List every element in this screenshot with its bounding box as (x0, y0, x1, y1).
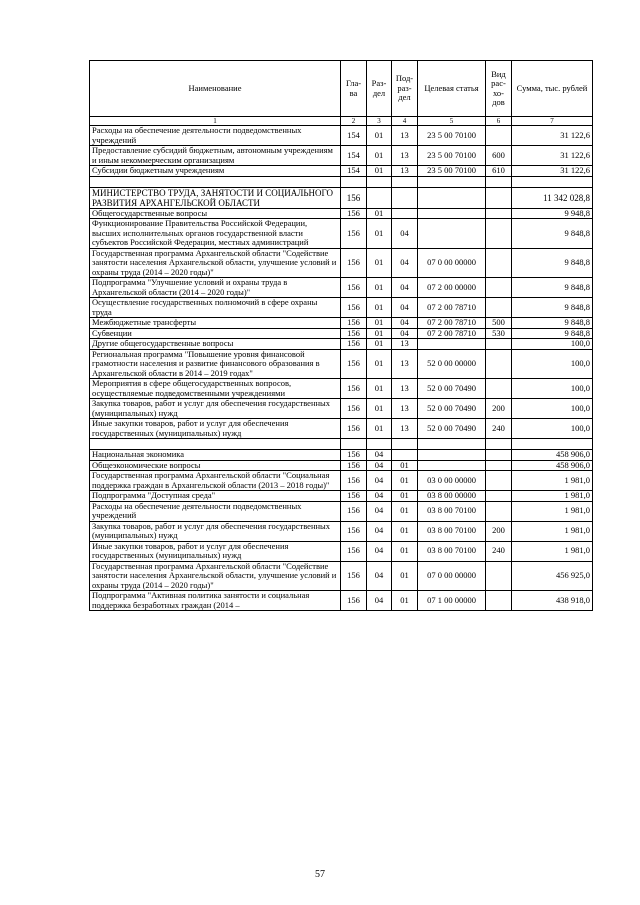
cell-name: Общегосударственные вопросы (90, 208, 341, 219)
cell-glava: 156 (341, 298, 367, 318)
cell-podrazdel: 01 (392, 521, 418, 541)
cell-podrazdel: 04 (392, 278, 418, 298)
cell-glava: 154 (341, 126, 367, 146)
cell-vid (486, 187, 512, 208)
cell-name: Общеэкономические вопросы (90, 460, 341, 471)
cell-name: Иные закупки товаров, работ и услуг для обеспечения государственных (муниципальных) нужд (90, 541, 341, 561)
cell-razdel: 01 (367, 339, 392, 350)
table-row (90, 491, 593, 502)
table-row (90, 379, 593, 399)
cell-glava (341, 439, 367, 450)
cell-name: МИНИСТЕРСТВО ТРУДА, ЗАНЯТОСТИ И СОЦИАЛЬНОГО РАЗВИТИЯ АРХАНГЕЛЬСКОЙ ОБЛАСТИ (90, 187, 341, 208)
cell-summa (512, 176, 593, 187)
cell-vid: 240 (486, 541, 512, 561)
cell-podrazdel: 04 (392, 328, 418, 339)
cell-summa: 458 906,0 (512, 460, 593, 471)
cell-statya: 07 0 00 00000 (418, 248, 486, 278)
cell-name: Подпрограмма "Доступная среда" (90, 491, 341, 502)
cell-glava: 156 (341, 339, 367, 350)
cell-podrazdel: 01 (392, 591, 418, 611)
cell-podrazdel: 04 (392, 248, 418, 278)
cell-razdel: 01 (367, 146, 392, 166)
header-number: 4 (392, 117, 418, 126)
table-row (90, 219, 593, 249)
table-row (90, 419, 593, 439)
cell-podrazdel: 01 (392, 491, 418, 502)
cell-name: Субвенции (90, 328, 341, 339)
cell-name: Расходы на обеспечение деятельности подведомственных учреждений (90, 126, 341, 146)
header-statya: Целевая статья (418, 61, 486, 117)
cell-vid (486, 176, 512, 187)
cell-podrazdel: 13 (392, 419, 418, 439)
cell-summa: 1 981,0 (512, 501, 593, 521)
table-row (90, 460, 593, 471)
cell-summa: 438 918,0 (512, 591, 593, 611)
cell-name: Другие общегосударственные вопросы (90, 339, 341, 350)
cell-name (90, 439, 341, 450)
cell-podrazdel: 13 (392, 146, 418, 166)
cell-podrazdel: 01 (392, 471, 418, 491)
cell-name: Закупка товаров, работ и услуг для обеспечения государственных (муниципальных) нужд (90, 399, 341, 419)
cell-statya (418, 219, 486, 249)
cell-podrazdel: 04 (392, 219, 418, 249)
cell-vid: 600 (486, 146, 512, 166)
cell-name: Функционирование Правительства Российской Федерации, высших исполнительных органов государственной власти субъектов Российской Федерации, местных администраций (90, 219, 341, 249)
cell-razdel: 04 (367, 471, 392, 491)
cell-name: Предоставление субсидий бюджетным, автономным учреждениям и иным некоммерческим организациям (90, 146, 341, 166)
cell-razdel: 01 (367, 126, 392, 146)
cell-vid: 610 (486, 166, 512, 177)
cell-statya: 03 0 00 00000 (418, 471, 486, 491)
cell-podrazdel: 01 (392, 561, 418, 591)
cell-podrazdel: 01 (392, 541, 418, 561)
cell-vid (486, 349, 512, 379)
cell-statya: 03 8 00 70100 (418, 501, 486, 521)
cell-razdel (367, 176, 392, 187)
cell-glava: 156 (341, 399, 367, 419)
cell-name: Межбюджетные трансферты (90, 318, 341, 329)
cell-glava: 156 (341, 248, 367, 278)
cell-statya: 03 8 00 70100 (418, 541, 486, 561)
cell-summa: 100,0 (512, 399, 593, 419)
cell-glava: 156 (341, 208, 367, 219)
header-row (90, 61, 593, 117)
cell-vid (486, 491, 512, 502)
cell-razdel: 04 (367, 501, 392, 521)
cell-statya: 52 0 00 00000 (418, 349, 486, 379)
cell-name: Государственная программа Архангельской области "Содействие занятости населения Архангельской области, улучшение условий и охраны труда (2014 – 2020 годы)" (90, 248, 341, 278)
cell-razdel: 04 (367, 561, 392, 591)
cell-razdel: 04 (367, 541, 392, 561)
header-name: Наименование (90, 61, 341, 117)
cell-statya: 07 2 00 00000 (418, 278, 486, 298)
cell-name: Региональная программа "Повышение уровня финансовой грамотности населения и развитие финансового образования в Архангельской области в 2014 – 2019 годах" (90, 349, 341, 379)
cell-statya: 07 1 00 00000 (418, 591, 486, 611)
cell-summa: 1 981,0 (512, 541, 593, 561)
table-row (90, 501, 593, 521)
cell-podrazdel: 13 (392, 349, 418, 379)
table-row (90, 328, 593, 339)
cell-name (90, 176, 341, 187)
cell-razdel (367, 439, 392, 450)
cell-name: Подпрограмма "Активная политика занятости и социальная поддержка безработных граждан (2014 – (90, 591, 341, 611)
table-row (90, 318, 593, 329)
cell-statya: 23 5 00 70100 (418, 126, 486, 146)
header-vid: Вид рас-хо-дов (486, 61, 512, 117)
cell-summa: 100,0 (512, 349, 593, 379)
cell-podrazdel (392, 450, 418, 461)
cell-name: Государственная программа Архангельской области "Содействие занятости населения Архангельской области, улучшение условий и охраны труда (2014 – 2020 годы)" (90, 561, 341, 591)
header-number: 1 (90, 117, 341, 126)
cell-statya: 07 2 00 78710 (418, 298, 486, 318)
cell-podrazdel (392, 176, 418, 187)
cell-statya (418, 176, 486, 187)
cell-glava: 156 (341, 187, 367, 208)
cell-podrazdel: 13 (392, 399, 418, 419)
header-number-row (90, 117, 593, 126)
header-number: 2 (341, 117, 367, 126)
cell-glava: 156 (341, 379, 367, 399)
cell-glava: 156 (341, 219, 367, 249)
cell-glava: 156 (341, 349, 367, 379)
cell-razdel: 01 (367, 248, 392, 278)
table-body (90, 126, 593, 611)
cell-summa: 11 342 028,8 (512, 187, 593, 208)
cell-name: Расходы на обеспечение деятельности подведомственных учреждений (90, 501, 341, 521)
cell-glava: 156 (341, 318, 367, 329)
cell-razdel: 04 (367, 450, 392, 461)
table-row (90, 187, 593, 208)
cell-podrazdel: 13 (392, 126, 418, 146)
cell-summa: 100,0 (512, 419, 593, 439)
cell-vid (486, 501, 512, 521)
cell-razdel: 01 (367, 399, 392, 419)
cell-glava: 156 (341, 460, 367, 471)
cell-statya (418, 450, 486, 461)
table-row (90, 471, 593, 491)
cell-summa: 1 981,0 (512, 471, 593, 491)
cell-statya: 52 0 00 70490 (418, 399, 486, 419)
header-podrazdel: Под-раз-дел (392, 61, 418, 117)
cell-summa: 31 122,6 (512, 146, 593, 166)
cell-podrazdel: 04 (392, 298, 418, 318)
table-row (90, 126, 593, 146)
cell-statya: 07 2 00 78710 (418, 328, 486, 339)
cell-summa: 9 848,8 (512, 219, 593, 249)
page-number: 57 (315, 869, 325, 880)
cell-statya: 07 0 00 00000 (418, 561, 486, 591)
cell-razdel: 01 (367, 328, 392, 339)
cell-name: Национальная экономика (90, 450, 341, 461)
cell-name: Государственная программа Архангельской области "Социальная поддержка граждан в Архангельской области (2013 – 2018 годы)" (90, 471, 341, 491)
table-spacer-row (90, 176, 593, 187)
cell-glava: 156 (341, 450, 367, 461)
cell-vid: 500 (486, 318, 512, 329)
budget-table (89, 60, 593, 611)
cell-statya (418, 187, 486, 208)
cell-statya: 07 2 00 78710 (418, 318, 486, 329)
cell-vid (486, 219, 512, 249)
cell-razdel: 04 (367, 521, 392, 541)
table-row (90, 208, 593, 219)
cell-statya (418, 460, 486, 471)
cell-summa: 9 848,8 (512, 328, 593, 339)
cell-glava: 156 (341, 591, 367, 611)
cell-vid (486, 450, 512, 461)
cell-podrazdel: 01 (392, 460, 418, 471)
table-header (90, 61, 593, 126)
cell-vid (486, 126, 512, 146)
cell-glava: 154 (341, 146, 367, 166)
cell-summa: 456 925,0 (512, 561, 593, 591)
cell-statya (418, 208, 486, 219)
cell-glava: 156 (341, 328, 367, 339)
cell-razdel: 04 (367, 591, 392, 611)
cell-summa: 1 981,0 (512, 491, 593, 502)
cell-vid: 530 (486, 328, 512, 339)
cell-glava: 154 (341, 166, 367, 177)
cell-summa: 9 848,8 (512, 278, 593, 298)
cell-glava: 156 (341, 501, 367, 521)
table-spacer-row (90, 439, 593, 450)
cell-glava: 156 (341, 491, 367, 502)
cell-summa: 31 122,6 (512, 166, 593, 177)
cell-razdel: 01 (367, 278, 392, 298)
table-row (90, 521, 593, 541)
cell-razdel: 01 (367, 298, 392, 318)
cell-podrazdel: 04 (392, 318, 418, 329)
cell-razdel: 01 (367, 219, 392, 249)
cell-vid (486, 471, 512, 491)
cell-vid: 200 (486, 399, 512, 419)
cell-summa: 9 948,8 (512, 208, 593, 219)
cell-razdel: 01 (367, 349, 392, 379)
cell-razdel: 01 (367, 379, 392, 399)
cell-summa: 9 848,8 (512, 298, 593, 318)
cell-statya (418, 439, 486, 450)
cell-glava: 156 (341, 419, 367, 439)
cell-statya: 23 5 00 70100 (418, 166, 486, 177)
table-row (90, 349, 593, 379)
header-razdel: Раз-дел (367, 61, 392, 117)
cell-podrazdel: 13 (392, 379, 418, 399)
cell-summa (512, 439, 593, 450)
table-row (90, 450, 593, 461)
cell-vid: 200 (486, 521, 512, 541)
cell-razdel: 04 (367, 460, 392, 471)
cell-razdel: 01 (367, 419, 392, 439)
header-summa: Сумма, тыс. рублей (512, 61, 593, 117)
table-row (90, 298, 593, 318)
cell-vid (486, 379, 512, 399)
table-row (90, 399, 593, 419)
cell-summa: 100,0 (512, 379, 593, 399)
cell-razdel: 01 (367, 318, 392, 329)
cell-glava (341, 176, 367, 187)
cell-summa: 9 848,8 (512, 248, 593, 278)
cell-summa: 100,0 (512, 339, 593, 350)
table-row (90, 541, 593, 561)
cell-razdel (367, 187, 392, 208)
cell-statya: 52 0 00 70490 (418, 379, 486, 399)
table-row (90, 561, 593, 591)
cell-summa: 9 848,8 (512, 318, 593, 329)
cell-name: Субсидии бюджетным учреждениям (90, 166, 341, 177)
header-number: 5 (418, 117, 486, 126)
header-glava: Гла-ва (341, 61, 367, 117)
cell-glava: 156 (341, 561, 367, 591)
cell-vid (486, 248, 512, 278)
cell-statya: 23 5 00 70100 (418, 146, 486, 166)
cell-statya (418, 339, 486, 350)
table-row (90, 146, 593, 166)
table-row (90, 339, 593, 350)
cell-razdel: 04 (367, 491, 392, 502)
cell-razdel: 01 (367, 166, 392, 177)
cell-name: Подпрограмма "Улучшение условий и охраны труда в Архангельской области (2014 – 2020 годы)" (90, 278, 341, 298)
cell-podrazdel: 01 (392, 501, 418, 521)
cell-razdel: 01 (367, 208, 392, 219)
cell-glava: 156 (341, 521, 367, 541)
cell-statya: 52 0 00 70490 (418, 419, 486, 439)
cell-summa: 31 122,6 (512, 126, 593, 146)
cell-name: Закупка товаров, работ и услуг для обеспечения государственных (муниципальных) нужд (90, 521, 341, 541)
cell-statya: 03 8 00 00000 (418, 491, 486, 502)
table-row (90, 591, 593, 611)
cell-podrazdel (392, 187, 418, 208)
cell-podrazdel (392, 208, 418, 219)
cell-glava: 156 (341, 541, 367, 561)
cell-summa: 1 981,0 (512, 521, 593, 541)
cell-statya: 03 8 00 70100 (418, 521, 486, 541)
cell-vid (486, 460, 512, 471)
header-number: 3 (367, 117, 392, 126)
header-number: 6 (486, 117, 512, 126)
cell-vid (486, 591, 512, 611)
cell-vid: 240 (486, 419, 512, 439)
cell-vid (486, 208, 512, 219)
cell-summa: 458 906,0 (512, 450, 593, 461)
cell-vid (486, 339, 512, 350)
header-number: 7 (512, 117, 593, 126)
cell-name: Мероприятия в сфере общегосударственных вопросов, осуществляемые подведомственными учреждениями (90, 379, 341, 399)
table-row (90, 166, 593, 177)
cell-vid (486, 439, 512, 450)
cell-name: Осуществление государственных полномочий в сфере охраны труда (90, 298, 341, 318)
cell-podrazdel: 13 (392, 166, 418, 177)
table-row (90, 248, 593, 278)
cell-vid (486, 278, 512, 298)
cell-podrazdel (392, 439, 418, 450)
cell-vid (486, 298, 512, 318)
cell-glava: 156 (341, 278, 367, 298)
cell-name: Иные закупки товаров, работ и услуг для обеспечения государственных (муниципальных) нужд (90, 419, 341, 439)
cell-vid (486, 561, 512, 591)
cell-glava: 156 (341, 471, 367, 491)
table-row (90, 278, 593, 298)
cell-podrazdel: 13 (392, 339, 418, 350)
